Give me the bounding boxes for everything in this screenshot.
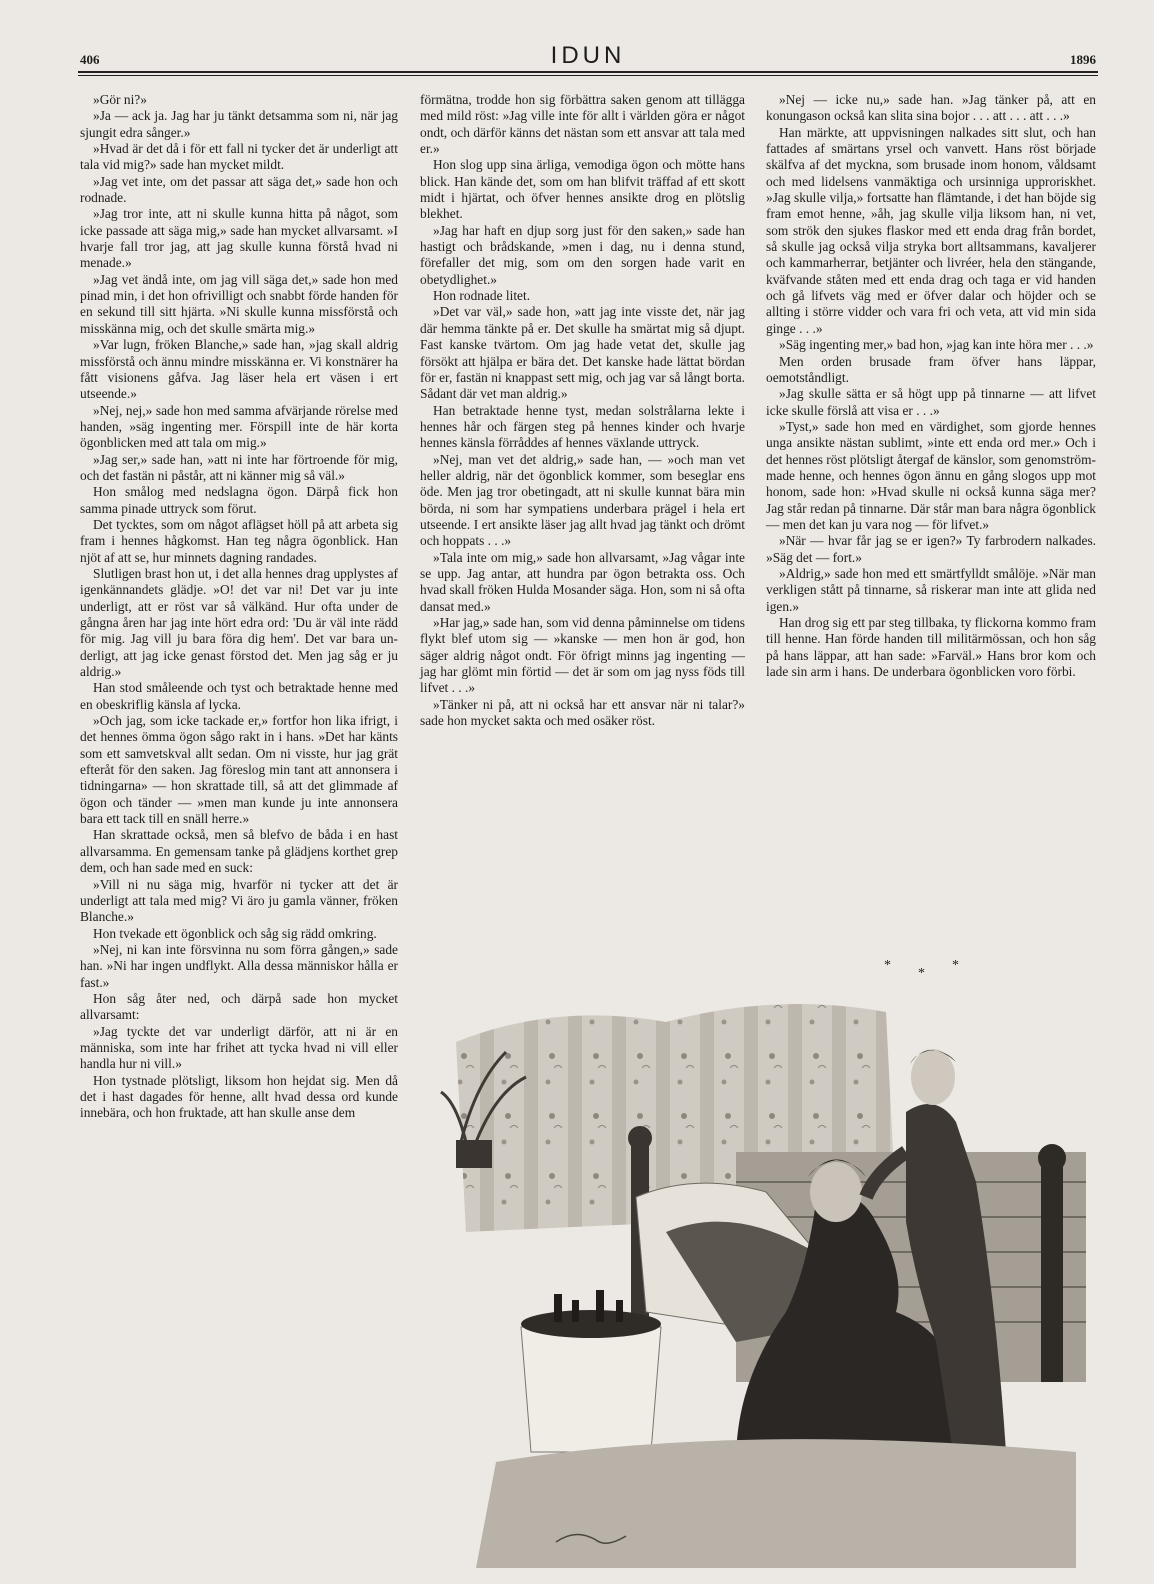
paragraph: »Jag har haft en djup sorg just för den saken,» sade han hastigt och brådskande, »men i dag, nu i denna stund, förefaller det mig, som om den sorgen hade varit en obetydlighet.» xyxy=(420,222,745,287)
header-rule-thick xyxy=(78,71,1098,73)
paragraph: Slutligen brast hon ut, i det alla hennes drag upplystes af igenkännandets glädje. »O! det var ni! Det var ju inte underligt, att er röst var så välkänd. Hur ofta under de gångna åren har jag inte hört edra ord: 'Du är väl inte rädd för mig. Jag vill ju bara föra dig hem'. Det var bara underligt, att jag icke genast förstod det. Men jag såg er ju aldrig.» xyxy=(80,565,398,680)
bed-finial-right xyxy=(1038,1144,1066,1172)
plant-pot xyxy=(456,1140,492,1168)
issue-year: 1896 xyxy=(1070,52,1096,67)
paragraph: »Nej, nej,» sade hon med samma afvärjande rörelse med handen, »säg ingenting mer. Förspill inte de här korta ögonblicken med att tala om mig.» xyxy=(80,402,398,451)
paragraph: »Gör ni?» xyxy=(93,92,147,107)
paragraph: Han märkte, att uppvisningen nalkades sitt slut, och han fattades af smärtans yrsel och vanvett. Hans röst började skälfva af det myckna, som brusade inom honom, våldsamt och med lidelsens vanmäktiga och ursinniga upproriskhet. »Jag skulle vilja,» fortsatte han flämtande, i det han böjde sig fram emot henne, »åh, jag skulle vilja liksom han, ni vet, som strök den sjukes flaskor med ett enda drag från bordet, så skulle jag också vilja stryka bort alltsammans, kavaljerer och kammarherrar, betjänter och livréer, hela den stängande, kväfvande ståten med ett enda drag och taga er vid handen och gå lifvets väg med er öfver dalar och höjder och se allting i större vidder och vara fri och veta, att vid min sida ginge . . .» xyxy=(766,124,1096,336)
paragraph: »Var lugn, fröken Blanche,» sade han, »jag skall aldrig missförstå och ännu mindre misskänna er. Vi konstnärer ha fått visionens gåfva. Jag läser hela ert väsen i ert utseende.» xyxy=(80,337,398,402)
paragraph: Han skrattade också, men så blefvo de båda i en hast allvarsamma. En gemensam tanke på glädjens korthet grep dem, och han sade med en suck: xyxy=(80,827,398,876)
text-column-1 xyxy=(80,92,398,1122)
bed-finial-left xyxy=(628,1126,652,1150)
bedside-table xyxy=(521,1327,661,1452)
magazine-title: IDUN xyxy=(550,42,626,69)
paragraph: »Ja — ack ja. Jag har ju tänkt detsamma som ni, när jag sjungit edra sånger.» xyxy=(80,108,398,140)
asterisk: * xyxy=(918,966,925,981)
paragraph: Det tycktes, som om något aflägset höll på att arbeta sig fram i hennes hågkomst. Han teg några ögonblick. Han njöt af att se, hur minnets dagning randades. xyxy=(80,516,398,565)
header-rule-thin xyxy=(78,75,1098,76)
paragraph: »Jag tyckte det var underligt därför, att ni är en människa, som inte har frihet att tycka hvad ni vill eller handla hur ni vill.» xyxy=(80,1023,398,1072)
woman-head xyxy=(810,1162,862,1222)
floor xyxy=(476,1439,1076,1568)
paragraph: »Jag skulle sätta er så högt upp på tinnarne — att lifvet icke skulle förslå att visa er . . .» xyxy=(766,386,1096,418)
asterisk: * xyxy=(952,958,959,973)
asterisk: * xyxy=(884,958,891,973)
man-head xyxy=(911,1049,955,1105)
paragraph: Men orden brusade fram öfver hans läppar, oemotståndligt. xyxy=(766,353,1096,385)
paragraph: Hon smålog med nedslagna ögon. Därpå fick hon samma pinade uttryck som förut. xyxy=(80,484,398,516)
page-header xyxy=(78,42,1098,72)
paragraph: »Vill ni nu säga mig, hvarför ni tycker att det är underligt att tala med mig? Vi äro ju gamla vänner, fröken Blanche.» xyxy=(80,876,398,925)
tray-with-bottles xyxy=(521,1310,661,1338)
paragraph: »Hvad är det då i för ett fall ni tycker det är underligt att tala vid mig?» sade han mycket mildt. xyxy=(80,141,398,173)
paragraph: »Aldrig,» sade hon med ett smärtfylldt smålöje. »När man verkligen stått på tinnarne, så riskerar man inte att glida ned igen.» xyxy=(766,565,1096,614)
paragraph: »Nej — icke nu,» sade han. »Jag tänker på, att en konungason också kan slita sina bojor . . . att . . . att . . .» xyxy=(766,92,1096,124)
text-column-3 xyxy=(766,92,1096,680)
paragraph: Han drog sig ett par steg tillbaka, ty flickorna kommo fram till henne. Han förde handen till militärmössan, och hon såg på hans läppar, att han sade: »Farväl.» Hans bror kom och lade sin arm i hans. De underbara ögonblicken voro förbi. xyxy=(766,615,1096,680)
paragraph: »Säg ingenting mer,» bad hon, »jag kan inte höra mer . . .» xyxy=(779,337,1094,353)
paragraph: Hon tvekade ett ögonblick och såg sig rädd omkring. xyxy=(93,925,377,941)
paragraph: »Jag vet ändå inte, om jag vill säga det,» sade hon med pinad min, i det hon ofrivilligt och snabbt förde handen för en sekund till sitt hjärta. »Ni skulle kunna missförstå och misskänna mig, och det skulle smärta mig.» xyxy=(80,271,398,336)
paragraph: »När — hvar får jag se er igen?» Ty farbrodern nalkades. »Säg det — fort.» xyxy=(766,533,1096,565)
paragraph: »Jag tror inte, att ni skulle kunna hitta på något, som icke passade att säga mig,» sade han mycket allvarsamt. »I hvarje fall tror jag, att jag skulle kunna förstå hvad ni menade.» xyxy=(80,206,398,271)
paragraph: »Nej, man vet det aldrig,» sade han, — »och man vet heller aldrig, när det ögonblick kommer, som beseglar ens öde. Men jag tror obetingadt, att ni skulle kunnat bära min börda, ni som har sympatiens underbara prägel i hela ert utseende. I ert ansikte läser jag allt hvad jag tänkt och drömt och hoppats . . .» xyxy=(420,451,745,549)
engraving-illustration xyxy=(436,982,1098,1568)
paragraph: Han stod småleende och tyst och betraktade henne med en obeskriflig känsla af lycka. xyxy=(80,680,398,712)
paragraph: Hon såg åter ned, och därpå sade hon mycket allvarsamt: xyxy=(80,990,398,1023)
paragraph: »Det var väl,» sade hon, »att jag inte visste det, när jag där hemma tänkte på er. Det skulle ha smärtat mig så djupt. Fast kanske tvärtom. Om jag hade vetat det, skulle jag försökt att hjälpa er bära det. Det kanske hade lättat bördan för er, fastän ni knappast sett mig, och jag var så långt borta. Sådant där vet man aldrig.» xyxy=(420,304,745,402)
paragraph: Han betraktade henne tyst, medan solstrålarna lekte i hennes hår och färgen steg på hennes kinder och hvarje hennes känsla förråddes af hennes växlande uttryck. xyxy=(420,402,745,451)
paragraph: Hon rodnade litet. xyxy=(433,288,531,304)
paragraph: »Tänker ni på, att ni också har ett ansvar när ni talar?» sade hon mycket sakta och med osäker röst. xyxy=(420,696,745,729)
paragraph: Hon tystnade plötsligt, liksom hon hejdat sig. Men då det i hast dagades för henne, allt hvad dessa ord kunde innebära, och hon fruktade, att han skulle anse dem xyxy=(80,1072,398,1121)
paragraph: »Jag ser,» sade han, »att ni inte har förtroende för mig, och det fastän ni påstår, att ni känner mig så väl.» xyxy=(80,451,398,483)
text-column-2 xyxy=(420,92,745,729)
page-number: 406 xyxy=(80,52,100,67)
paragraph: Hon slog upp sina ärliga, vemodiga ögon och mötte hans blick. Han kände det, som om han blifvit träffad af ett skott midt i hjärtat, och öfver hennes ansikte drog en plötslig blekhet. xyxy=(420,157,745,222)
bed-post-right xyxy=(1041,1162,1063,1382)
paragraph: »Jag vet inte, om det passar att säga det,» sade hon och rodnade. xyxy=(80,173,398,206)
paragraph: »Tyst,» sade hon med en värdighet, som gjorde hennes unga ansikte nästan sublimt, »inte ett enda ord mer.» Och i det hennes röst plötsligt återgaf de känslor, som genomströmmade henne, och hennes ögon ännu en gång slogos upp mot honom, sade hon: »Hvad skulle ni också kunna säga mer? Jag står redan på tinnarne. Där står man bara några ögonblick — men det kan ju vara nog — för lifvet.» xyxy=(766,418,1096,532)
paragraph: »Har jag,» sade han, som vid denna påminnelse om tidens flykt blef utom sig — »kanske — men hon är god, hon säger aldrig något ondt. För öfrigt minns jag ingenting — jag har glömt min förtid — det är som om jag nyss föds till lifvet . . .» xyxy=(420,615,745,696)
paragraph: »Tala inte om mig,» sade hon allvarsamt, »Jag vågar inte se upp. Jag antar, att hundra par ögon betrakta oss. Och hvad skall fröken Hulda Mosander säga. Hon, som ni så ofta dansat med.» xyxy=(420,549,745,614)
paragraph: »Och jag, som icke tackade er,» fortfor hon lika ifrigt, i det hennes ömma ögon sågo rakt in i hans. »Det har känts som ett samvetskval allt sedan. Om ni visste, hur jag grät efteråt för den saken. Jag föreslog min tant att annonsera i tidningarna» — hon skrattade till, så att det glimmade af ögon och tänder — »men man kunde ju inte annonsera bara ett tack till en snäll herre.» xyxy=(80,713,398,827)
paragraph: »Nej, ni kan inte försvinna nu som förra gången,» sade han. »Ni har ingen undflykt. Alla dessa människor hålla er fast.» xyxy=(80,941,398,990)
paragraph: förmätna, trodde hon sig förbättra saken genom att tillägga med mild röst: »Jag ville inte för allt i världen göra er något ondt, och därför känns det nästan som ett ansvar att tala med er.» xyxy=(420,92,745,157)
